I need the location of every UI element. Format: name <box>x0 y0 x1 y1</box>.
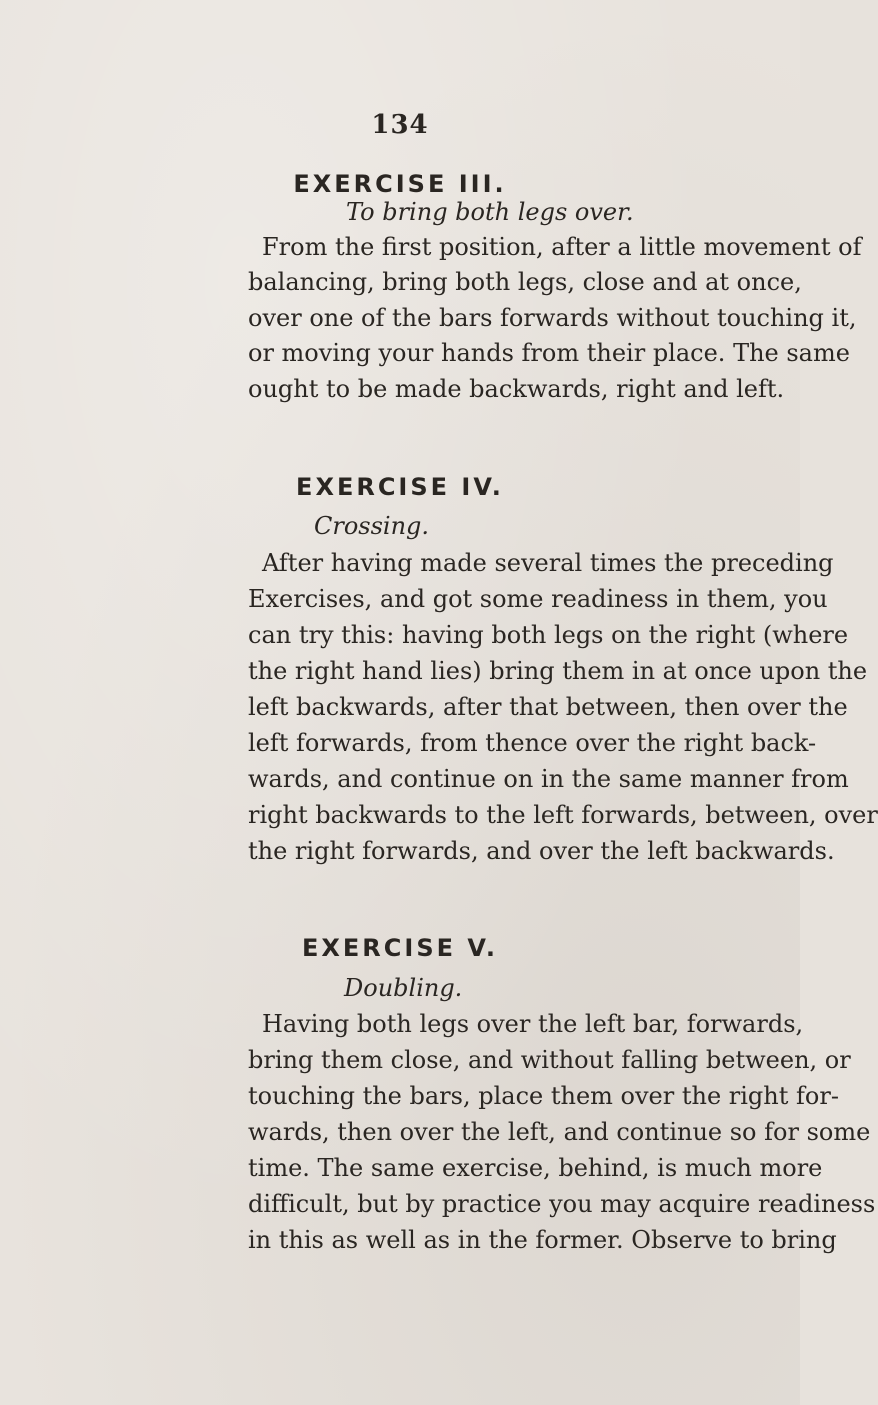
exercise-5-line: Having both legs over the left bar, forwards, <box>262 1010 804 1038</box>
exercise-5-line: difficult, but by practice you may acquire readiness <box>248 1190 876 1218</box>
exercise-4-line: Exercises, and got some readiness in them, you <box>248 585 828 613</box>
exercise-3-line: From the first position, after a little movement of <box>262 233 862 261</box>
exercise-4-line: left forwards, from thence over the right back- <box>248 729 817 757</box>
exercise-3-heading: EXERCISE III. <box>293 170 507 198</box>
exercise-3-line: over one of the bars forwards without touching it, <box>248 304 857 332</box>
exercise-4-line: can try this: having both legs on the right (where <box>248 621 849 649</box>
exercise-5-line: wards, then over the left, and continue so for some <box>248 1118 871 1146</box>
exercise-4-line: left backwards, after that between, then over the <box>248 693 848 721</box>
exercise-5-subtitle: Doubling. <box>344 974 463 1002</box>
exercise-3-line: ought to be made backwards, right and left. <box>248 375 785 403</box>
exercise-4-line: After having made several times the preceding <box>262 549 834 577</box>
exercise-3-line: or moving your hands from their place. The same <box>248 339 850 367</box>
exercise-4-line: wards, and continue on in the same manner from <box>248 765 849 793</box>
exercise-5-line: time. The same exercise, behind, is much more <box>248 1154 823 1182</box>
exercise-4-line: the right forwards, and over the left backwards. <box>248 837 835 865</box>
exercise-3-subtitle: To bring both legs over. <box>346 198 634 226</box>
exercise-4-subtitle: Crossing. <box>314 512 430 540</box>
exercise-5-line: touching the bars, place them over the right for- <box>248 1082 839 1110</box>
page-number: 134 <box>371 110 429 140</box>
exercise-5-heading: EXERCISE V. <box>302 934 498 962</box>
exercise-4-line: the right hand lies) bring them in at once upon the <box>248 657 868 685</box>
exercise-4-line: right backwards to the left forwards, between, over <box>248 801 878 829</box>
exercise-3-line: balancing, bring both legs, close and at once, <box>248 268 802 296</box>
exercise-5-line: bring them close, and without falling between, or <box>248 1046 851 1074</box>
exercise-4-heading: EXERCISE IV. <box>296 473 504 501</box>
exercise-5-line: in this as well as in the former. Observe to bring <box>248 1226 837 1254</box>
